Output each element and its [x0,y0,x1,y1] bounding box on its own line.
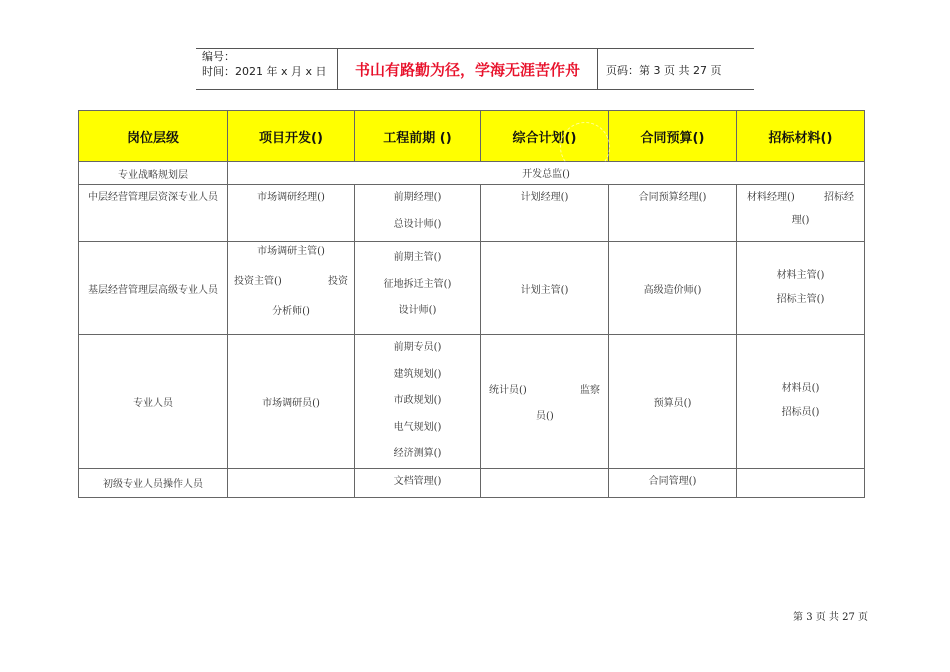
row-level-label: 中层经营管理层资深专业人员 [79,185,228,242]
header-motto: 书山有路勤为径，学海无涯苦作舟 [338,49,598,90]
cell-text: 市场调研主管() [257,246,325,257]
row-level-label: 专业战略规划层 [79,162,228,185]
cell-contract: 合同预算经理() [609,185,737,242]
cell-plan [481,468,609,497]
col-header-level: 岗位层级 [79,111,228,162]
cell-contract: 高级造价师() [609,242,737,335]
table-row [79,185,865,242]
merged-cell-director: 开发总监() [228,162,865,185]
row-level-label: 基层经营管理层高级专业人员 [79,242,228,335]
cell-bid [737,242,865,335]
cell-plan: 计划主管() [481,242,609,335]
time-label: 时间：2021 年 x 月 x 日 [202,65,327,78]
cell-line: 征地拆迁主管() [383,278,452,290]
cell-text: 员() [536,410,554,422]
row-level-label: 初级专业人员操作人员 [79,468,228,497]
col-header-contract: 合同预算() [609,111,737,162]
header-meta [196,49,338,90]
cell-line: 设计师() [398,305,437,316]
cell-text: 投资 [328,276,348,287]
table-row [79,335,865,469]
position-level-table [78,110,865,498]
number-label: 编号： [202,50,235,63]
page-footer: 第 3 页 共 27 页 [793,612,868,623]
cell-line: 招标员() [781,407,820,419]
cell-line: 前期专员() [393,342,442,353]
table-row [79,242,865,335]
cell-line: 总设计师() [393,218,442,230]
col-header-pre: 工程前期 () [355,111,481,162]
row-level-label: 专业人员 [79,335,228,469]
cell-bid [737,335,865,469]
cell-bid [737,468,865,497]
table-header-row [79,111,865,162]
cell-dev: 市场调研员() [228,335,355,469]
cell-bid [737,185,865,242]
cell-plan [481,335,609,469]
cell-line: 电气规划() [393,421,442,433]
header-page-label: 页码：第 3 页 共 27 页 [606,63,722,77]
document-header [196,48,754,90]
cell-dev [228,468,355,497]
cell-text: 材料经理() [747,192,795,203]
cell-pre [355,185,481,242]
cell-pre [355,242,481,335]
cell-line: 前期经理() [393,192,442,203]
table-row [79,468,865,497]
col-header-dev: 项目开发() [228,111,355,162]
cell-text: 招标经 [824,192,854,203]
col-header-plan: 综合计划() [481,111,609,162]
cell-line: 材料主管() [776,270,825,281]
cell-contract: 预算员() [609,335,737,469]
cell-line: 建筑规划() [393,368,442,380]
cell-line: 材料员() [781,383,820,395]
cell-pre [355,335,481,469]
cell-plan: 计划经理() [481,185,609,242]
cell-line: 市政规划() [393,395,442,406]
cell-contract: 合同管理() [609,468,737,497]
cell-pre: 文档管理() [355,468,481,497]
cell-text: 分析师() [272,306,310,317]
col-header-bid: 招标材料() [737,111,865,162]
cell-dev: 市场调研经理() [228,185,355,242]
cell-line: 前期主管() [393,252,442,263]
cell-text: 监察 [580,384,600,396]
table-row [79,162,865,185]
cell-line: 经济测算() [393,448,442,459]
cell-line: 招标主管() [776,294,825,305]
cell-text: 理() [791,215,810,226]
cell-dev [228,242,355,335]
cell-text: 统计员() [489,384,527,396]
cell-text: 投资主管() [234,276,282,287]
